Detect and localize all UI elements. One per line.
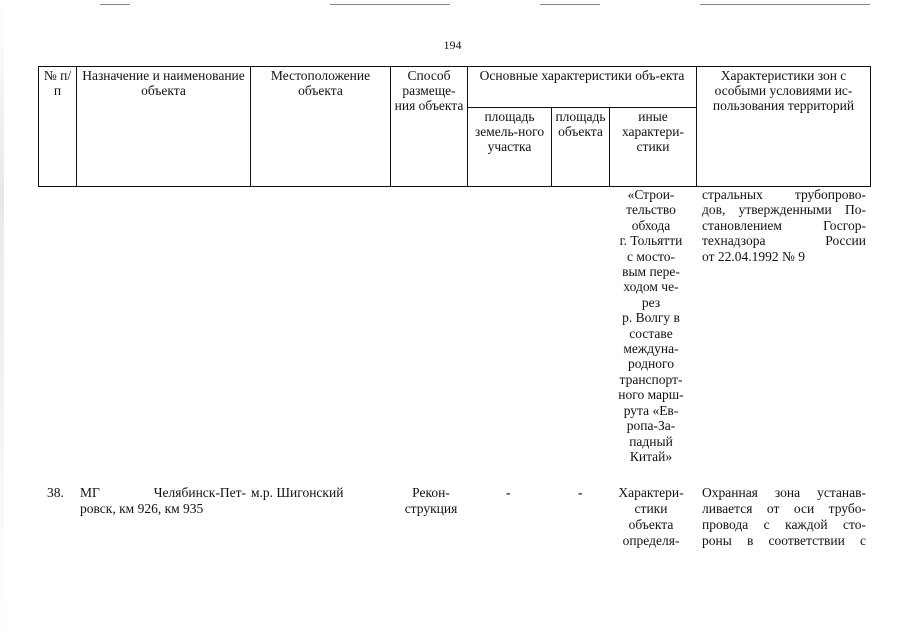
row38-name: [80, 485, 246, 517]
row38-other-characteristics: [609, 485, 693, 549]
scan-artifact-line: [330, 4, 450, 5]
continuation-zone-characteristics: [702, 187, 866, 264]
scan-artifact-line: [100, 4, 130, 5]
header-object-area: площадь объекта: [552, 107, 610, 186]
text-line: транспорт-: [619, 371, 683, 387]
text-line: ного марш-: [618, 387, 684, 403]
continuation-other-characteristics: [609, 187, 693, 464]
text-line: р. Волгу в: [622, 310, 680, 326]
header-method: Способ размеще-ния объекта: [391, 67, 468, 187]
row38-method: [395, 485, 467, 517]
row38-zone-characteristics: [702, 485, 866, 549]
header-name: Назначение и наименование объекта: [77, 67, 251, 187]
text-line: «Строи-: [627, 187, 675, 202]
row38-location: м.р. Шигонский: [251, 485, 344, 500]
text-line: от 22.04.1992 № 9: [702, 248, 805, 264]
table-header: [38, 66, 871, 187]
header-location: Местоположение объекта: [251, 67, 391, 187]
header-number: № п/п: [39, 67, 77, 187]
header-other: иные характери-стики: [610, 107, 697, 186]
text-line: ровск, км 926, км 935: [80, 501, 204, 516]
text-line: технадзора России: [702, 233, 866, 249]
text-line: обхода: [631, 217, 671, 233]
text-line: с мосто-: [627, 248, 675, 264]
text-line: Китай»: [629, 448, 673, 464]
text-line: падный: [629, 433, 673, 449]
text-line: Характери-: [618, 485, 684, 500]
text-line: рез: [641, 294, 661, 310]
text-line: Рекон-: [412, 485, 450, 500]
scan-edge: [0, 0, 4, 640]
page-number: 194: [443, 38, 462, 52]
text-line: ходом че-: [623, 279, 679, 295]
text-line: г. Тольятти: [619, 233, 683, 249]
text-line: Охранная зона устанав-: [702, 485, 866, 500]
scan-artifact-line: [700, 4, 870, 5]
text-line: роны в соответствии с: [702, 533, 866, 548]
text-line: междуна-: [623, 341, 679, 357]
text-line: становлением Госгор-: [702, 217, 866, 233]
row38-number: 38.: [47, 485, 64, 500]
text-line: ливается от оси трубо-: [702, 501, 866, 516]
text-line: дов, утвержденными По-: [702, 202, 866, 218]
text-line: вым пере-: [622, 264, 680, 280]
text-line: стральных трубопрово-: [702, 187, 866, 202]
text-line: родного: [628, 356, 674, 372]
text-line: составе: [629, 325, 673, 341]
text-line: стики: [634, 501, 668, 516]
text-line: объекта: [628, 517, 674, 532]
text-line: провода с каждой сто-: [702, 517, 866, 532]
text-line: ропа-За-: [626, 418, 676, 434]
text-line: струкция: [404, 501, 458, 516]
scan-artifact-line: [540, 4, 600, 5]
row38-object-area: -: [578, 485, 583, 500]
row38-land-area: -: [506, 485, 511, 500]
header-land-area: площадь земель-ного участка: [468, 107, 552, 186]
text-line: тельство: [626, 202, 676, 218]
header-zones: Характеристики зон с особыми условиями ис-пользования территорий: [697, 67, 871, 187]
header-main-characteristics: Основные характеристики объ-екта: [468, 67, 697, 108]
text-line: МГ Челябинск-Пет-: [80, 485, 246, 500]
text-line: рута «Ев-: [623, 402, 679, 418]
text-line: определя-: [622, 533, 680, 548]
